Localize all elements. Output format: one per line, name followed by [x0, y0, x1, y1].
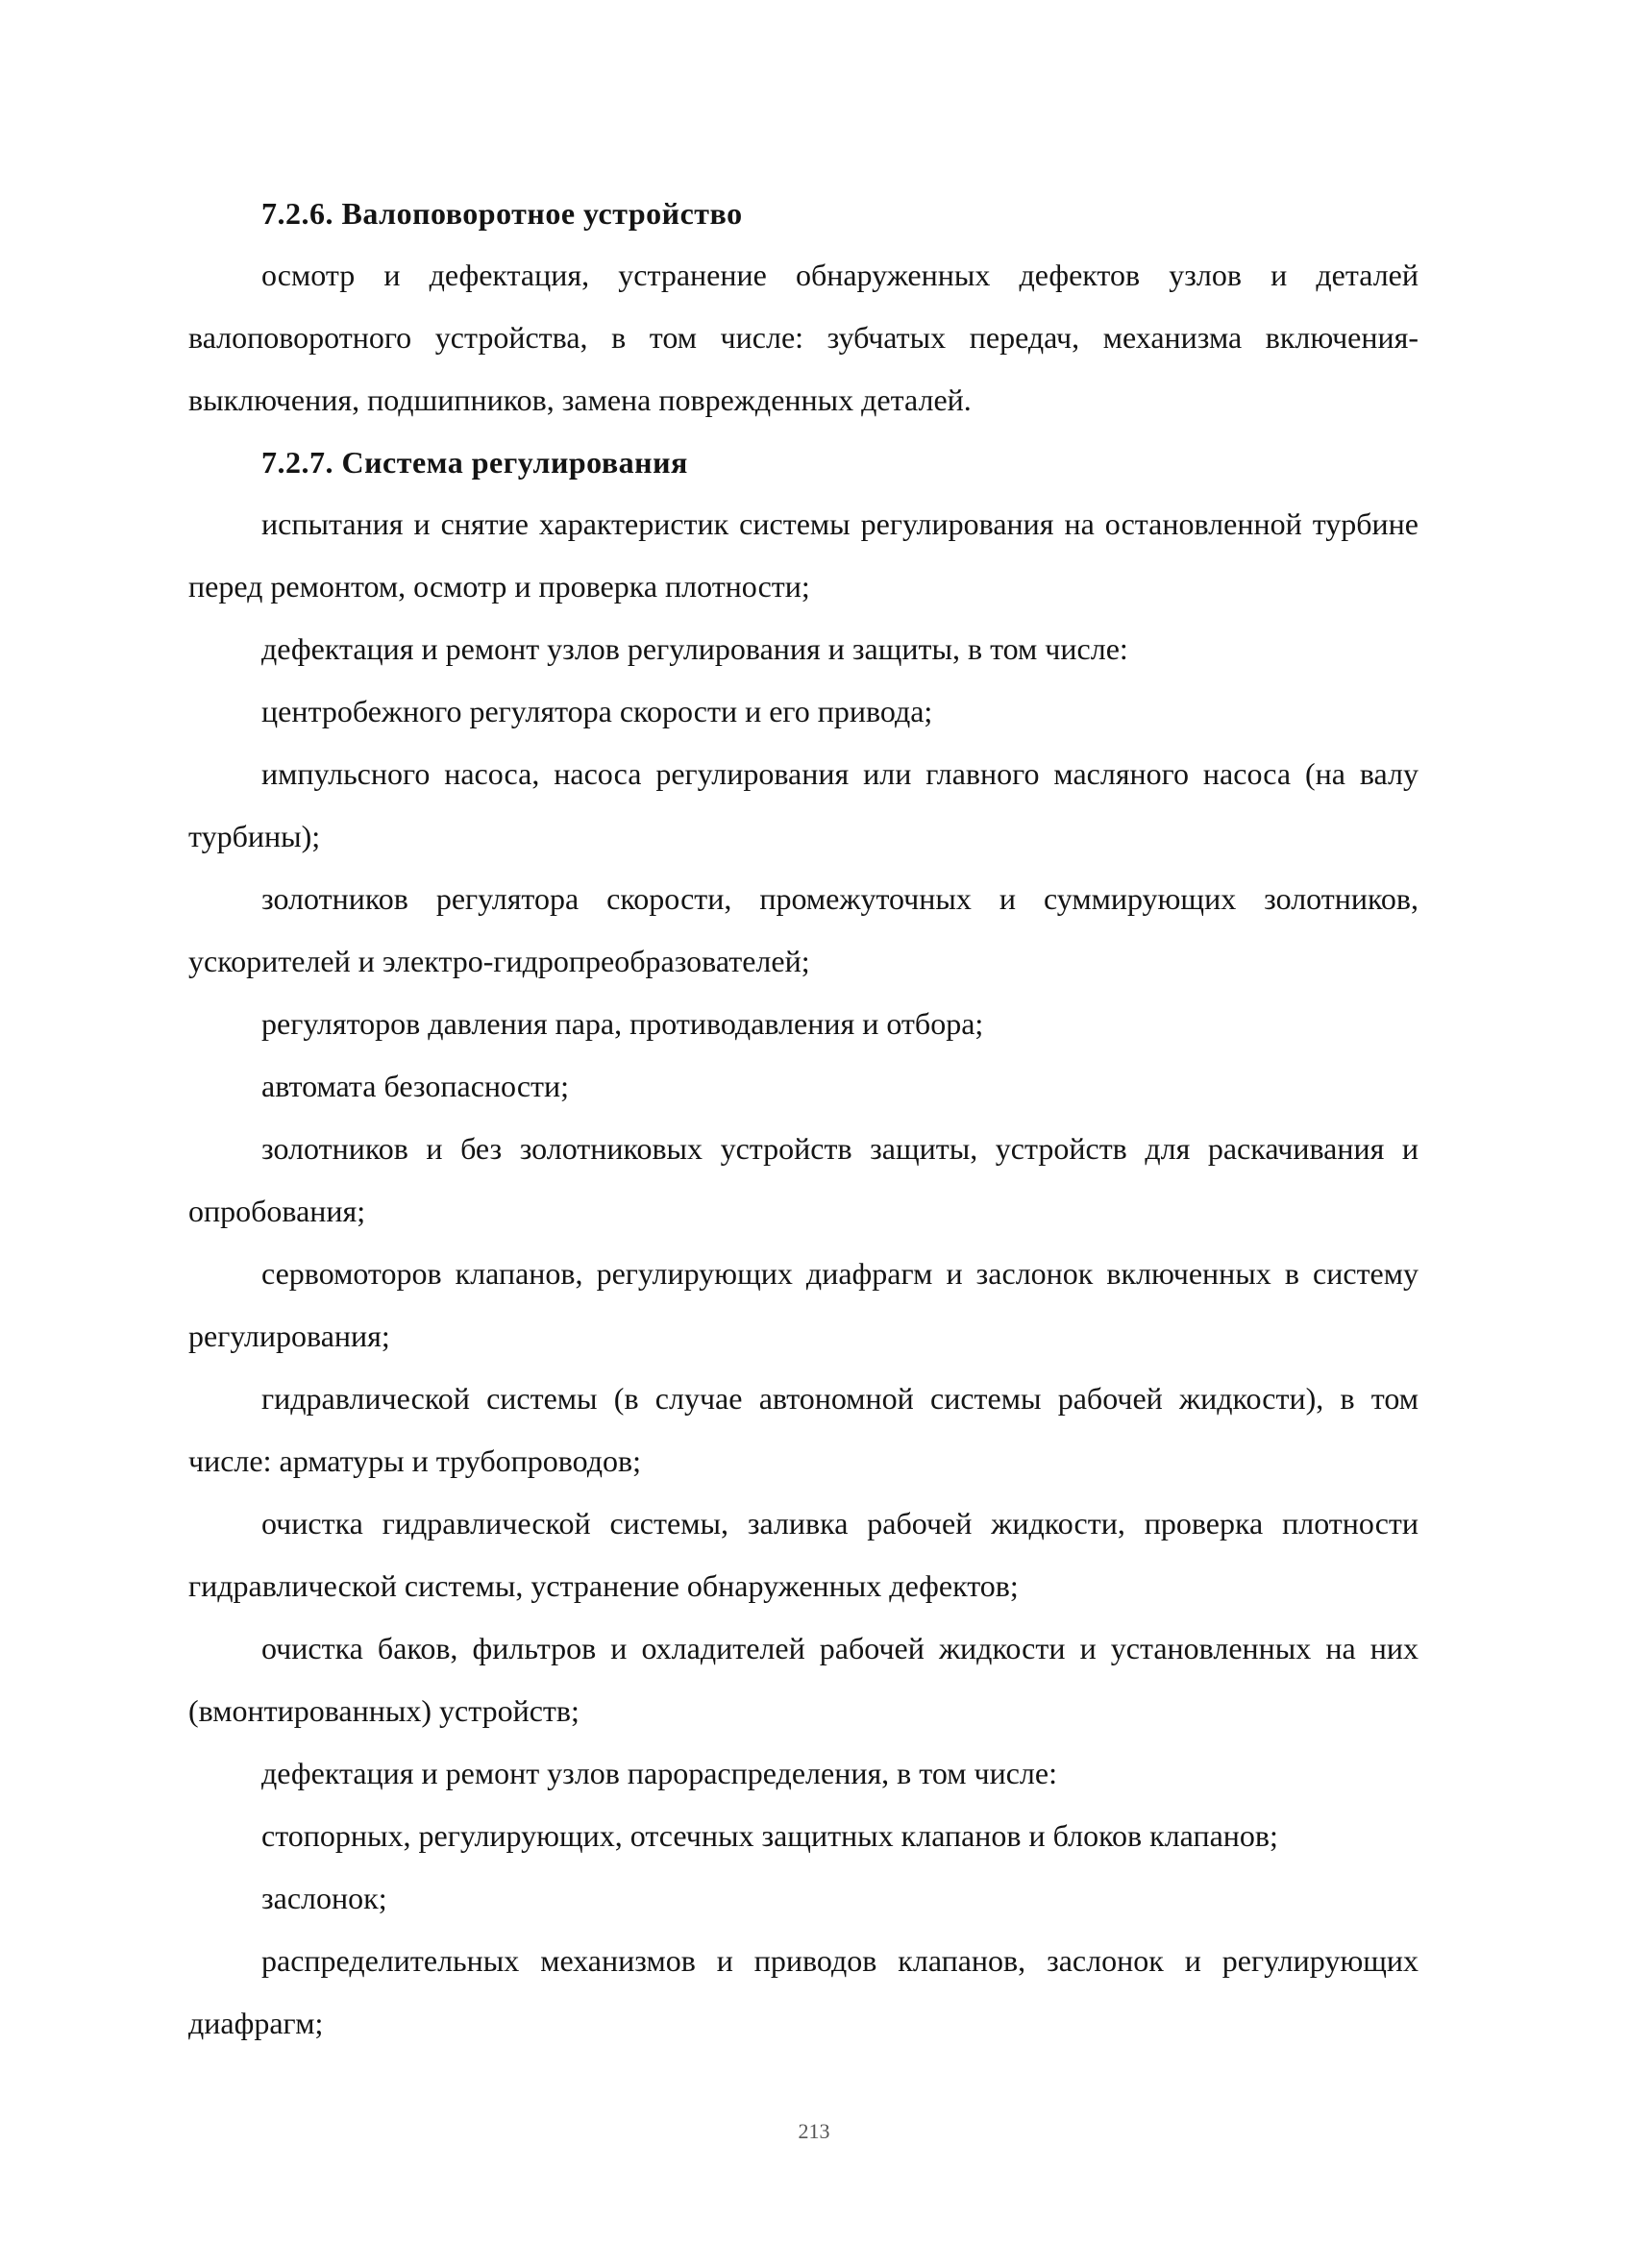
paragraph: очистка гидравлической системы, заливка рабочей жидкости, проверка плотности гидравлической системы, устранение обнаруженных дефектов; [188, 1506, 1418, 1603]
paragraph: очистка баков, фильтров и охладителей рабочей жидкости и установленных на них (вмонтированных) устройств; [188, 1631, 1418, 1728]
paragraph: дефектация и ремонт узлов регулирования и защиты, в том числе: [261, 631, 1128, 666]
paragraph: золотников и без золотниковых устройств защиты, устройств для раскачивания и опробования; [188, 1131, 1418, 1228]
paragraph: распределительных механизмов и приводов клапанов, заслонок и регулирующих диафрагм; [188, 1943, 1418, 2040]
paragraph: импульсного насоса, насоса регулирования или главного масляного насоса (на валу турбины); [188, 756, 1418, 853]
paragraph: гидравлической системы (в случае автономной системы рабочей жидкости), в том числе: арматуры и трубопроводов; [188, 1381, 1418, 1478]
paragraph: золотников регулятора скорости, промежуточных и суммирующих золотников, ускорителей и электро-гидропреобразователей; [188, 881, 1418, 978]
page-content [188, 183, 1418, 2055]
paragraph: автомата безопасности; [261, 1069, 570, 1103]
paragraph: дефектация и ремонт узлов парораспределения, в том числе: [261, 1756, 1057, 1790]
paragraph: регуляторов давления пара, противодавления и отбора; [261, 1006, 984, 1041]
section-heading-7-2-7: 7.2.7. Система регулирования [261, 445, 688, 480]
paragraph: осмотр и дефектация, устранение обнаруженных дефектов узлов и деталей валоповоротного устройства, в том числе: зубчатых передач, механизма включения-выключения, подшипников, замена поврежденных деталей. [188, 258, 1418, 417]
paragraph: центробежного регулятора скорости и его привода; [261, 694, 933, 728]
paragraph: испытания и снятие характеристик системы регулирования на остановленной турбине перед ремонтом, осмотр и проверка плотности; [188, 506, 1418, 604]
paragraph: заслонок; [261, 1881, 387, 1915]
page-number: 213 [798, 2119, 830, 2143]
paragraph: стопорных, регулирующих, отсечных защитных клапанов и блоков клапанов; [261, 1818, 1278, 1853]
paragraph: сервомоторов клапанов, регулирующих диафрагм и заслонок включенных в систему регулирования; [188, 1256, 1418, 1353]
section-heading-7-2-6: 7.2.6. Валоповоротное устройство [261, 196, 743, 231]
